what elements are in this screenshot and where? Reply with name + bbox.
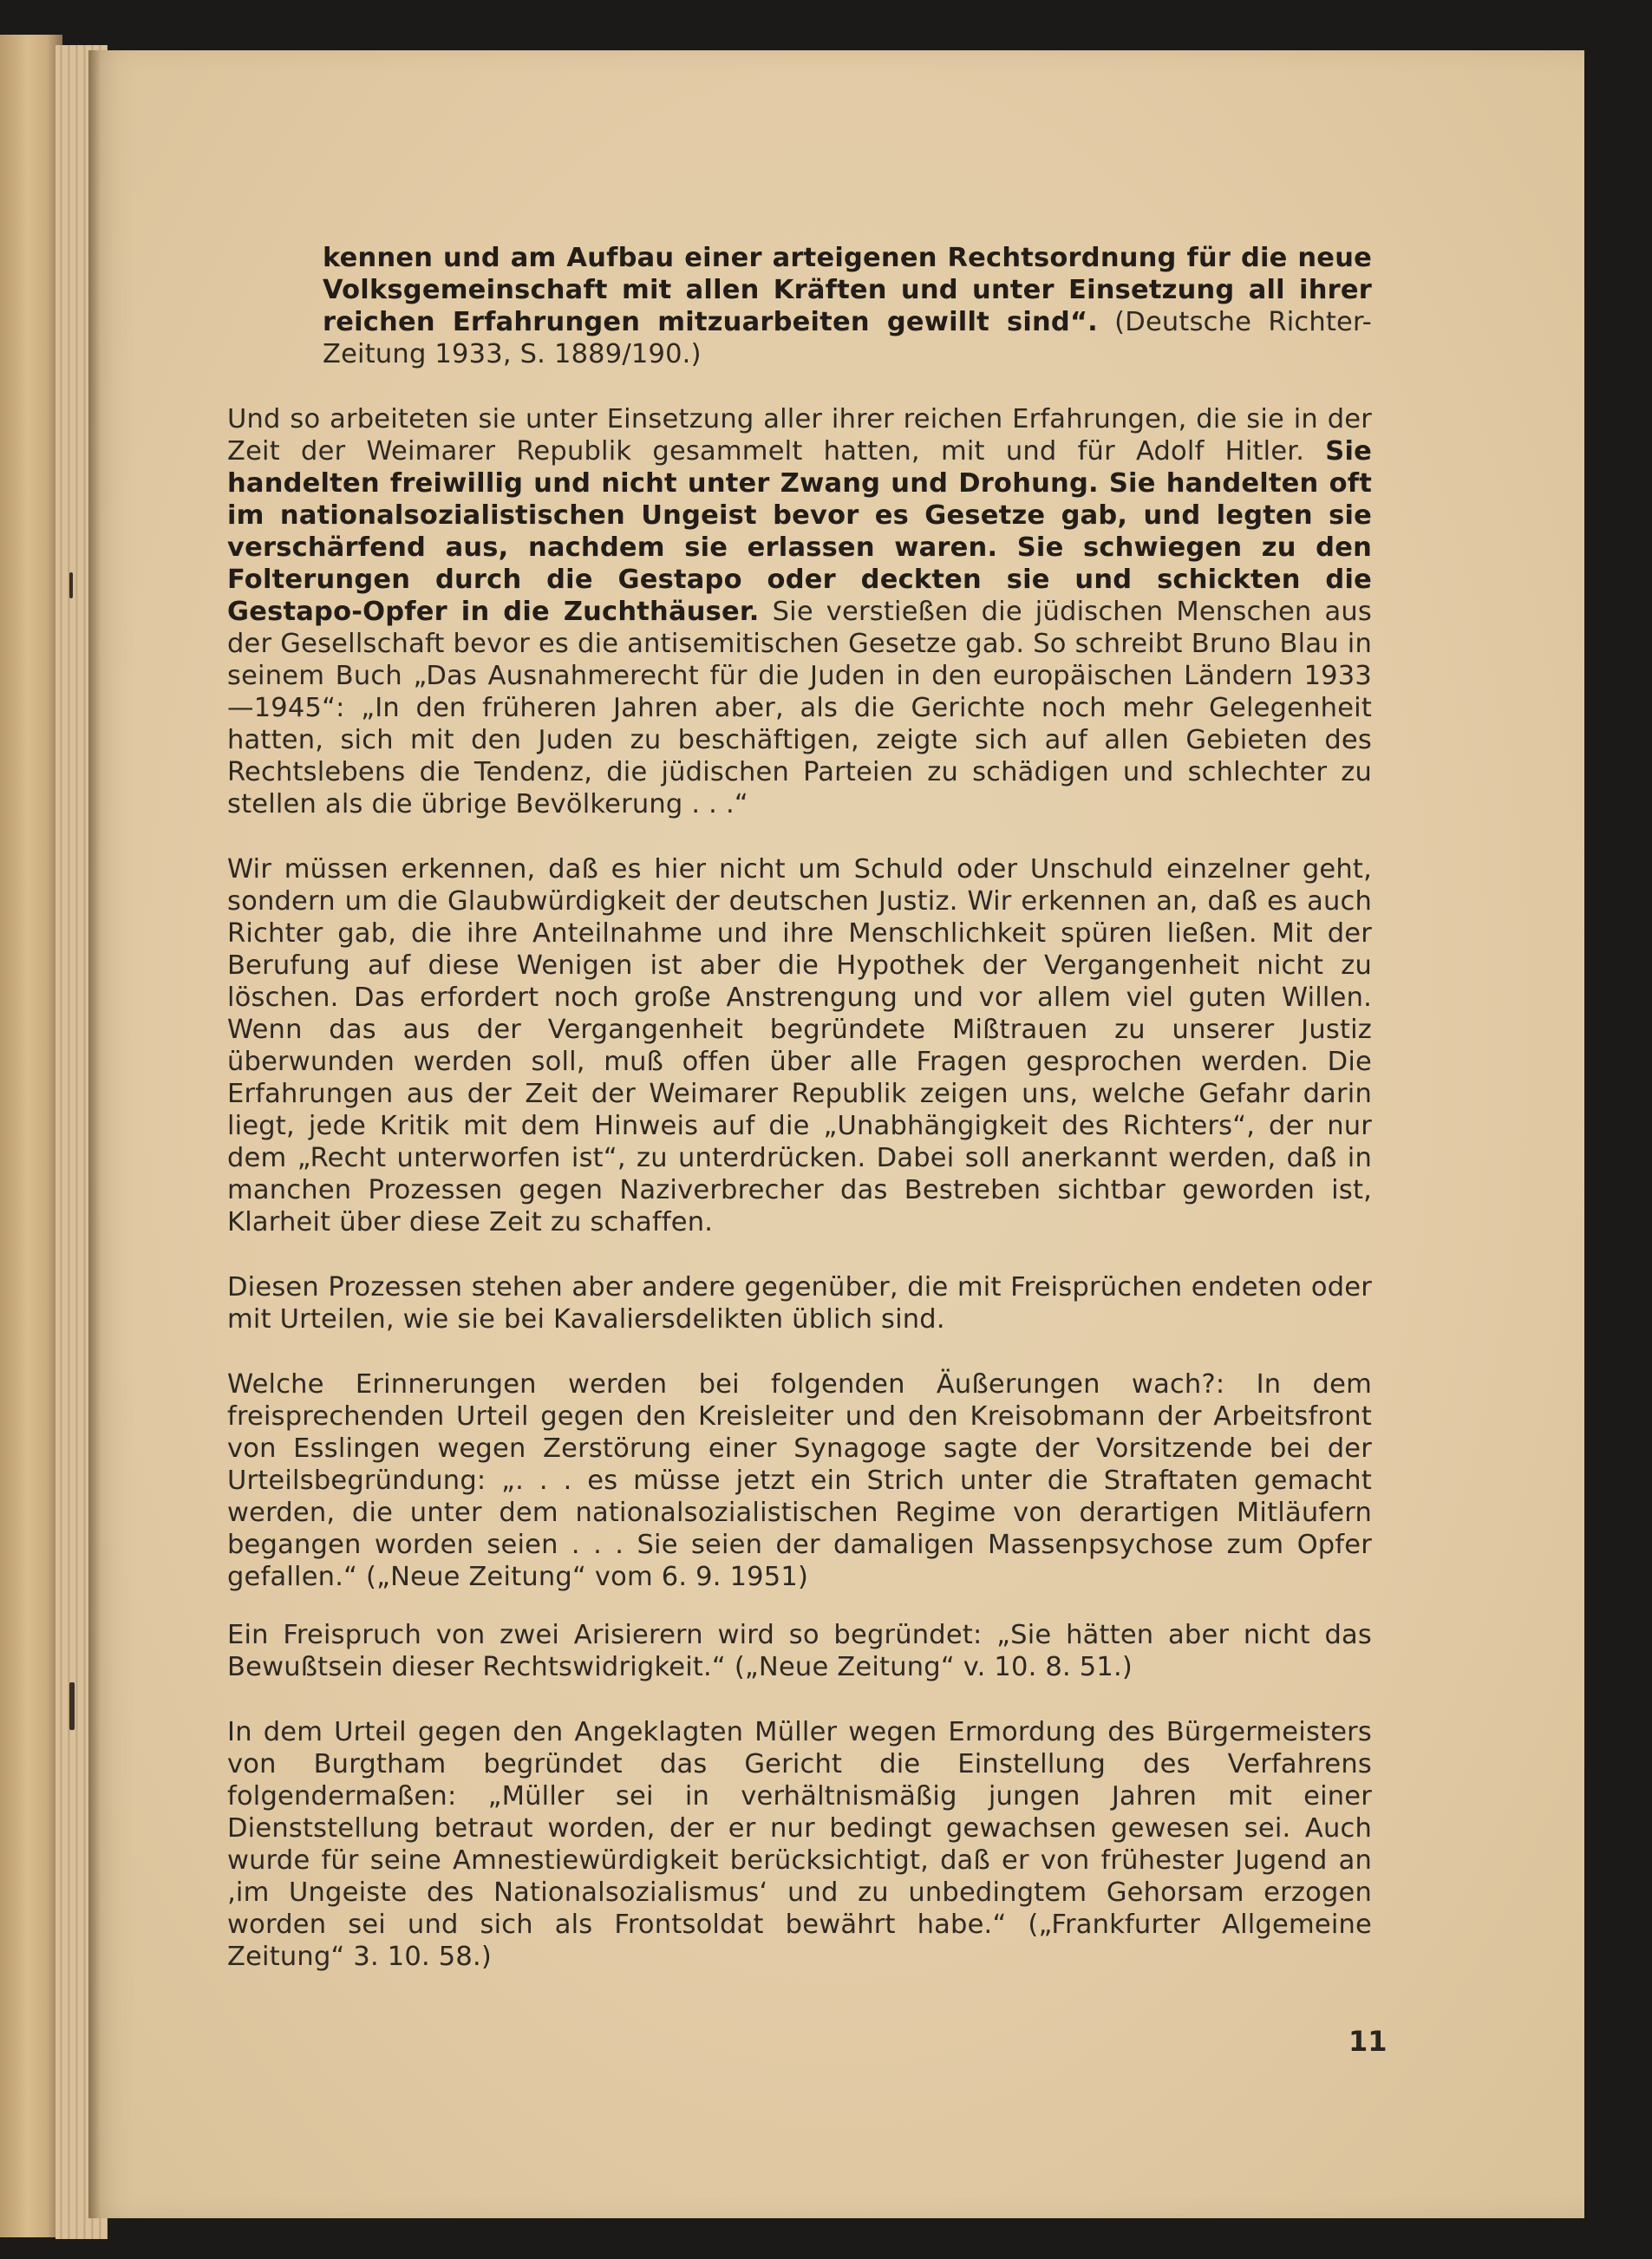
paragraph-4: Welche Erinnerungen werden bei folgenden Äußerungen wach?: In dem freisprechenden Urteil gegen den Kreisleiter und den Kreisobmann der Arbeitsfront von Esslingen wegen Zerstörung einer Synagoge sagte der Vorsitzende bei der Urteilsbegründung: „. . . es müsse jetzt ein Strich unter die Straftaten gemacht werden, die unter dem nationalsozialistischen Regime von derartigen Mitläufern begangen worden seien . . . Sie seien der damaligen Massenpsychose zum Opfer gefallen.“ („Neue Zeitung“ vom 6. 9. 1951) bbox=[227, 1368, 1372, 1592]
binding-mark bbox=[69, 1682, 75, 1730]
paragraph-1-intro: Und so arbeiteten sie unter Einsetzung aller ihrer reichen Erfahrungen, die sie in der Zeit der Weimarer Republik gesammelt hatten, mit und für Adolf Hitler. bbox=[227, 403, 1372, 467]
binding-mark bbox=[69, 572, 73, 598]
paragraph-3: Diesen Prozessen stehen aber andere gegenüber, die mit Freisprüchen endeten oder mit Urteilen, wie sie bei Kavaliersdelikten üblich sind. bbox=[227, 1271, 1372, 1335]
paragraph-5: Ein Freispruch von zwei Arisierern wird so begründet: „Sie hätten aber nicht das Bewußtsein dieser Rechtswidrigkeit.“ („Neue Zeitung“ v. 10. 8. 51.) bbox=[227, 1619, 1372, 1682]
page-number: 11 bbox=[1348, 2025, 1388, 2058]
page-text bbox=[227, 215, 1372, 2006]
paragraph-1 bbox=[227, 403, 1372, 820]
paragraph-6: In dem Urteil gegen den Angeklagten Müller wegen Ermordung des Bürgermeisters von Burgtham begründet das Gericht die Einstellung des Verfahrens folgendermaßen: „Müller sei in verhältnismäßig jungen Jahren mit einer Dienststellung betraut worden, der er nur bedingt gewachsen gewesen sei. Auch wurde für seine Amnestiewürdigkeit berücksichtigt, daß er von frühester Jugend an ‚im Ungeiste des Nationalsozialismus‘ und zu unbedingtem Gehorsam erzogen worden sei und sich als Frontsoldat bewährt habe.“ („Frankfurter Allgemeine Zeitung“ 3. 10. 58.) bbox=[227, 1716, 1372, 1972]
binding-shadow bbox=[88, 50, 101, 2218]
quote-bold-text: kennen und am Aufbau einer arteigenen Rechtsordnung für die neue Volksgemeinschaft mit allen Kräften und unter Einsetzung all ihrer reichen Erfahrungen mitzuarbeiten gewillt sind“. bbox=[323, 242, 1372, 337]
left-page-edge bbox=[0, 35, 62, 2237]
quote-citation: (Deutsche Richter-Zeitung 1933, S. 1889/190.) bbox=[323, 306, 1373, 369]
paragraph-1-bold: Sie handelten freiwillig und nicht unter Zwang und Drohung. Sie handelten oft im nationalsozialistischen Ungeist bevor es Gesetze gab, und legten sie verschärfend aus, nachdem sie erlassen waren. Sie schwiegen zu den Folterungen durch die Gestapo oder deckten sie und schickten die Gestapo-Opfer in die Zuchthäuser. bbox=[227, 435, 1372, 627]
paragraph-2: Wir müssen erkennen, daß es hier nicht um Schuld oder Unschuld einzelner geht, sondern um die Glaubwürdigkeit der deutschen Justiz. Wir erkennen an, daß es auch Richter gab, die ihre Anteilnahme und ihre Menschlichkeit spüren ließen. Mit der Berufung auf diese Wenigen ist aber die Hypothek der Vergangenheit nicht zu löschen. Das erfordert noch große Anstrengung und vor allem viel guten Willen. Wenn das aus der Vergangenheit begründete Mißtrauen zu unserer Justiz überwunden werden soll, muß offen über alle Fragen gesprochen werden. Die Erfahrungen aus der Zeit der Weimarer Republik zeigen uns, welche Gefahr darin liegt, jede Kritik mit dem Hinweis auf die „Unabhängigkeit des Richters“, der nur dem „Recht unterworfen ist“, zu unterdrücken. Dabei soll anerkannt werden, daß in manchen Prozessen gegen Naziverbrecher das Bestreben sichtbar geworden ist, Klarheit über diese Zeit zu schaffen. bbox=[227, 853, 1372, 1237]
quote-block bbox=[227, 242, 1372, 370]
paragraph-1-rest: Sie verstießen die jüdischen Menschen aus der Gesellschaft bevor es die antisemitischen Gesetze gab. So schreibt Bruno Blau in seinem Buch „Das Ausnahmerecht für die Juden in den europäischen Ländern 1933—1945“: „In den früheren Jahren aber, als die Gerichte noch mehr Gelegenheit hatten, sich mit den Juden zu beschäftigen, zeigte sich auf allen Gebieten des Rechtslebens die Tendenz, die jüdischen Parteien zu schädigen und schlechter zu stellen als die übrige Bevölkerung . . .“ bbox=[227, 596, 1372, 819]
